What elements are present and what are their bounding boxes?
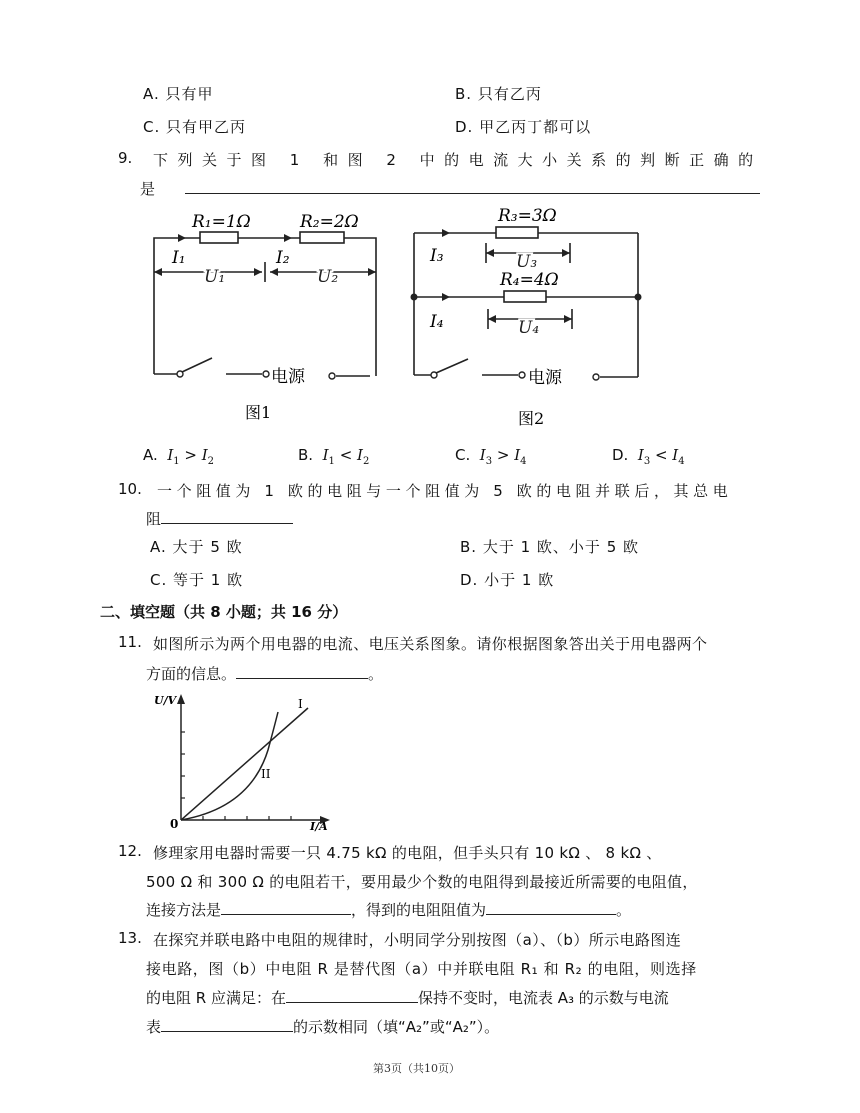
q9-option-d: D. $I_3 < I_4$ <box>612 446 685 467</box>
q8-option-c: C. 只有甲乙丙 <box>143 118 247 136</box>
power-source-label: 电源 <box>271 367 305 387</box>
figure-1-caption: 图1 <box>245 403 272 422</box>
u1-label: U₁ <box>204 267 226 287</box>
r1-label: R₁=1Ω <box>192 212 251 232</box>
q12-line-3: 连接方法是 ，得到的电阻阻值为 。 <box>146 901 632 919</box>
q12-number: 12. <box>118 842 142 860</box>
q10-stem-end: 阻 <box>146 508 293 529</box>
q13-condition-blank[interactable] <box>286 987 418 1003</box>
q13-line-3: 的电阻 R 应满足：在 保持不变时，电流表 A₃ 的示数与电流 <box>146 989 669 1007</box>
q10-option-b: B. 大于 1 欧、小于 5 欧 <box>460 538 640 556</box>
q13-line-1: 在探究并联电路中电阻的规律时，小明同学分别按图（a）、（b）所示电路图连 <box>153 931 682 949</box>
q9-option-b: B. $I_1 < I_2$ <box>298 446 370 467</box>
q10-option-d: D. 小于 1 欧 <box>460 571 555 589</box>
q13-ammeter-blank[interactable] <box>161 1016 293 1032</box>
u3-label: U₃ <box>516 252 538 272</box>
q12-line-2: 500 Ω 和 300 Ω 的电阻若干，要用最少个数的电阻得到最接近所需要的电阻值， <box>146 873 698 891</box>
u4-label: U₄ <box>518 318 540 338</box>
graph-line-2-label: II <box>261 767 271 781</box>
circuit-figure-1 <box>140 200 390 430</box>
q11-iu-graph <box>150 690 340 832</box>
circuit-figure-2 <box>400 195 660 435</box>
page-footer: 第3页（共10页） <box>373 1062 460 1075</box>
q10-stem: 一个阻值为 1 欧的电阻与一个阻值为 5 欧的电阻并联后，其总电 <box>157 482 733 500</box>
r2-label: R₂=2Ω <box>300 212 359 232</box>
q10-answer-blank[interactable] <box>161 508 293 524</box>
graph-x-axis-label: I/A <box>310 820 328 832</box>
q9-number: 9. <box>118 149 133 167</box>
q13-number: 13. <box>118 929 142 947</box>
graph-origin-label: 0 <box>170 817 179 831</box>
r4-label: R₄=4Ω <box>500 270 559 290</box>
q12-connection-blank[interactable] <box>221 899 351 915</box>
q11-line-2: 方面的信息。 。 <box>146 665 384 683</box>
q9-answer-blank[interactable] <box>185 178 760 194</box>
q8-option-d: D. 甲乙丙丁都可以 <box>455 118 592 136</box>
i2-label: I₂ <box>276 248 290 268</box>
q10-option-a: A. 大于 5 欧 <box>150 538 243 556</box>
q8-option-b: B. 只有乙丙 <box>455 85 542 103</box>
q13-line-4: 表 的示数相同（填“A₂”或“A₂”）。 <box>146 1018 500 1036</box>
q10-option-c: C. 等于 1 欧 <box>150 571 244 589</box>
q9-stem: 下列关于图 1 和图 2 中的电流大小关系的判断正确的 <box>153 151 763 169</box>
graph-line-1-label: I <box>298 697 303 711</box>
i4-label: I₄ <box>430 312 444 332</box>
i1-label: I₁ <box>172 248 186 268</box>
r3-label: R₃=3Ω <box>498 206 557 226</box>
u2-label: U₂ <box>317 267 339 287</box>
section-2-title: 二、填空题（共 8 小题；共 16 分） <box>100 603 348 621</box>
q11-line-1: 如图所示为两个用电器的电流、电压关系图象。请你根据图象答出关于用电器两个 <box>153 635 708 653</box>
q13-line-2: 接电路，图（b）中电阻 R 是替代图（a）中并联电阻 R₁ 和 R₂ 的电阻，则选择 <box>146 960 697 978</box>
q11-number: 11. <box>118 633 142 651</box>
power-source-label: 电源 <box>528 368 562 388</box>
q9-option-c: C. $I_3 > I_4$ <box>455 446 527 467</box>
q12-line-1: 修理家用电器时需要一只 4.75 kΩ 的电阻，但手头只有 10 kΩ 、 8 kΩ 、 <box>153 844 662 862</box>
i3-label: I₃ <box>430 246 444 266</box>
q12-resistance-blank[interactable] <box>486 899 616 915</box>
q9-option-a: A. $I_1 > I_2$ <box>143 446 215 467</box>
graph-y-axis-label: U/V <box>154 694 177 707</box>
q8-option-a: A. 只有甲 <box>143 85 214 103</box>
q11-answer-blank[interactable] <box>236 663 368 679</box>
figure-2-caption: 图2 <box>518 409 545 428</box>
q9-stem-end: 是 <box>140 180 156 198</box>
q10-number: 10. <box>118 480 142 498</box>
